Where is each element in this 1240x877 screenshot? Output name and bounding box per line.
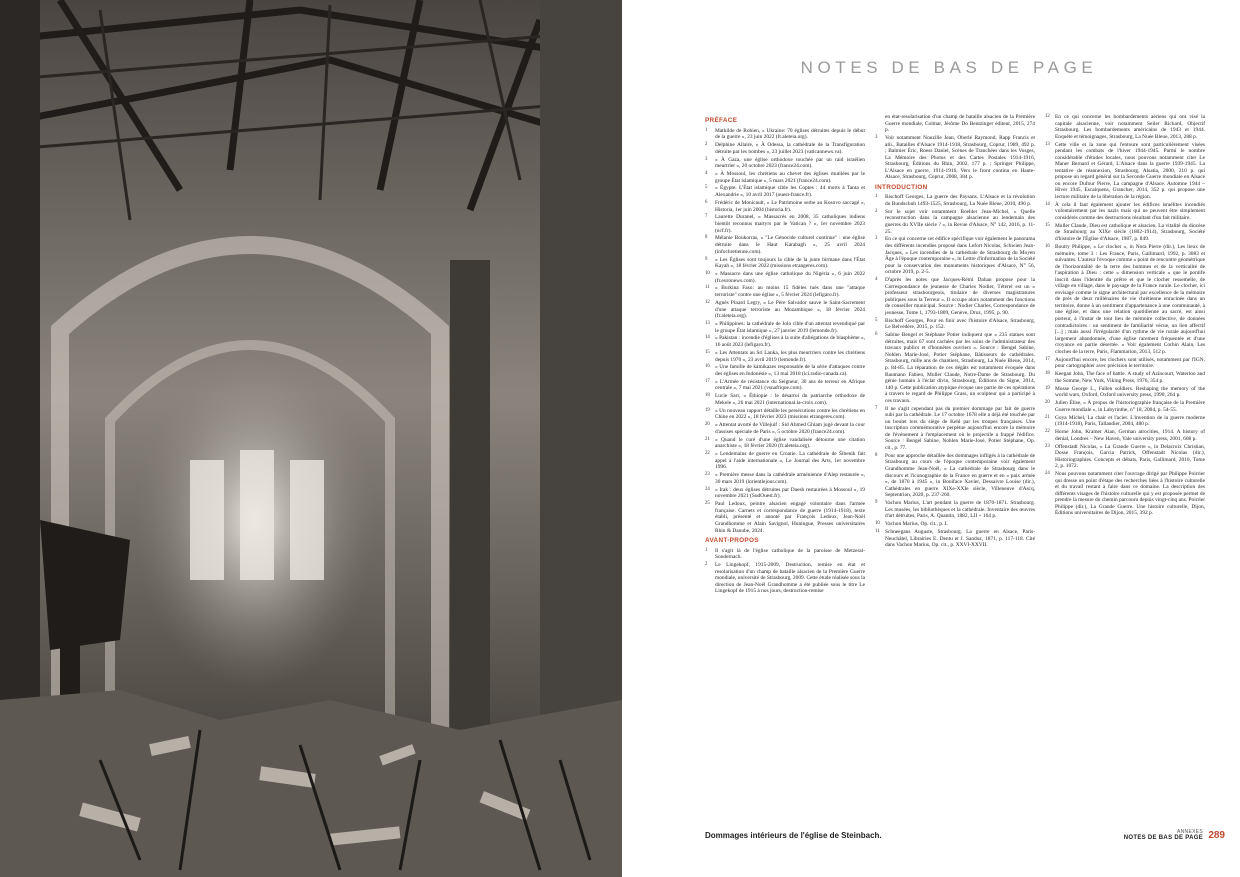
note-text: « Les Attentats au Sri Lanka, les plus meurtriers contre les chrétiens depuis 1970 », 23 avril 2019 (lemonde.fr). [715,349,865,363]
footnote-item [1045,142,1205,201]
note-text: « Philippines: la cathédrale de Jolo cible d'un attentat revendiqué par le groupe État islamique », 27 janvier 2019 (lemonde.fr). [715,321,865,334]
footnote-item [705,364,865,377]
note-number: 1 [705,547,708,553]
note-number: 6 [705,199,708,205]
note-number: 19 [705,407,710,413]
note-text: « Les Églises sont toujours la cible de la junte birmane dans l'État Kayah », 18 février 2022 (missions etrangeres.com). [715,256,865,270]
footnote-item [705,214,865,234]
note-number: 17 [705,378,710,384]
footnote-item [1045,386,1205,399]
footnote-item [1045,202,1205,222]
footnote-item [705,548,865,561]
footnote-item [705,562,865,595]
note-number: 15 [705,349,710,355]
note-text: Delphine Allaire, « À Odessa, la cathédrale de la Transfiguration détruite par les bombes », 23 juillet 2023 (vaticannews.va). [715,142,865,155]
note-number: 4 [705,171,708,176]
footnote-item [1045,223,1205,243]
footnote-item [1045,244,1205,355]
note-number: 15 [1045,222,1050,228]
note-text: Vachon Marius, Op. cit., p. I. [885,521,948,528]
note-number: 23 [1045,443,1050,449]
note-number: 8 [875,452,878,458]
note-text: Laurette Duranel, « Massacrés en 2008, 35 catholiques indiens bientôt reconnus martyrs par le Vatican ? », 1er novembre 2023 (ncf.fr). [715,214,865,234]
footnote-item [875,521,1035,528]
note-number: 14 [1045,201,1050,207]
note-number: 7 [705,214,708,220]
footnote-item [705,235,865,255]
avant-propos-notes-list-cont [875,135,1035,181]
note-text: « L'Armée de résistance du Seigneur, 30 ans de terreur en Afrique centrale », 7 mai 2021 (vsnafrique.com). [715,378,865,392]
note-number: 8 [705,235,708,241]
notes-column-1 [705,114,865,596]
footnote-item [705,128,865,141]
note-text: Mathilde de Robien, « Ukraine: 70 églises détruites depuis le début de la guerre », 23 juin 2022 (fr.aleteia.org). [715,127,865,141]
note-number: 1 [705,127,708,133]
note-text: En ce qui concerne cet édifice spécifique voir également le panorama des différents incendies proposé dans Lefort Nicolas, Schwien Jean-Jacques, « Les incendies de la cathédrale de Strasbourg du Moyen Âge à l'époque contemporaine », in Lettre d'information de la Société pour la conservation des monuments historiques d'Alsace, N° 56, octobre 2019, p. 2-5. [885,236,1035,276]
section-heading-introduction: INTRODUCTION [875,183,928,191]
note-number: 13 [1045,141,1050,147]
folio-part-label: ANNEXES [1177,829,1203,835]
note-number: 10 [875,521,880,527]
note-text: « Lendemains de guerre en Croatie. La cathédrale de Šibenik fait appel à l'aide internationale », Le Journal des Arts, 1er novembre 1996. [715,451,865,471]
note-text: Le Lingekopf, 1915-2009, Destruction, remise en état et resolarisation d'un champ de bataille alsacien de la Première Guerre mondiale, université de Strasbourg, 2009. Cette étude réalisée sous la direction de Jean-Noël Grandhomme a été publiée sous le titre Le Lingekopf de 1915 à nos jours, destruction-remise [715,562,865,595]
note-text: Offenstadt Nicolas, « La Grande Guerre », in Delacroix Christian, Dosse François, Garcia Patrick, Offenstadt Nicolas (dir.), Historiographies. Concepts et débats, Paris, Gallimard, 2010, Tome 2, p. 1072. [1055,443,1205,470]
section-heading-preface: PRÉFACE [705,117,738,124]
avant-propos-notes-list [705,548,865,595]
note-text: « À Mossoul, les chrétiens au chevet des églises mutilées par le groupe État islamique », 5 mars 2021 (france24.com). [715,171,865,184]
footnote-item [705,300,865,320]
introduction-notes-list [875,194,1035,548]
note-number: 20 [1045,400,1050,406]
footnote-item [875,453,1035,499]
notes-column-3 [1045,114,1205,518]
note-number: 9 [705,256,708,262]
footnote-item [705,285,865,298]
note-number: 7 [875,405,878,411]
photo-caption: Dommages intérieurs de l'église de Steinbach. [705,831,882,840]
note-text: En ce qui concerne les bombardements aériens qui ont visé la capitale alsacienne, voir notamment Seiler Richard, Objectif Strasbourg. Les bombardements américains de 1943 et 1944. Enquête et témoignages, Strasbourg, La Nuée Bleue, 2013, 288 p. [1055,114,1205,140]
footnote-item [1045,357,1205,370]
footnote-item [705,350,865,363]
section-heading-avant-propos: AVANT-PROPOS [705,537,759,545]
note-number: 4 [875,277,878,283]
footnote-item [705,408,865,421]
footnote-item [875,236,1035,275]
footnote-item [705,257,865,270]
note-text: Sur le sujet voir notamment Boehler Jean-Michel, « Quelle reconstruction dans la campagne alsacienne au lendemain des guerres du XVIIe siècle ? », in Revue d'Alsace, N° 142, 2016, p. 11-25. [885,208,1035,235]
note-number: 25 [705,501,710,507]
note-text: « Égypte. L'État islamique cible les Coptes : 44 morts à Tanta et Alexandrie », 10 avril 2017 (ouest-france.fr). [715,185,865,199]
footnote-item [705,335,865,348]
note-text: Mélanie Boukorras, « "Le Génocide culturel continue" : une église détruite dans le Haut Karabagh », 25 avril 2024 (infochretienne.com). [715,235,865,255]
note-number: 24 [705,486,710,492]
note-number: 12 [705,299,710,305]
footnote-item [1045,415,1205,428]
footnote-item [1045,471,1205,517]
footnote-item [875,500,1035,520]
footnote-item [875,406,1035,452]
note-text: Sabine Bengel et Stéphane Potier indiquent que « 235 statues sont détruites, mais 67 sont cachées par les soins de l'administrateur des travaux publics et d'honnêtes ouvriers ». Source : Bengel Sabine, Nohlen Marie-José, Potier Stéphane, Bâtisseurs de cathédrales. Strasbourg, mille ans de chantiers, Strasbourg, La Nuée Bleue, 2014, p. 84-85. La réparation de ces dégâts est notamment évoquée dans Baumann Fabien, Muller Claude, Notre-Dame de Strasbourg. Du génie humain à l'éclat divin, Strasbourg, Éditions du Signe, 2014, 140 p. Cette publication atypique évoque une partie de ces opérations à travers le regard de Philippe Grass, un sculpteur qui a participé à ces travaux. [885,332,1035,404]
note-text: en état-resolarisation d'un champ de bataille alsacien de la Première Guerre mondiale, Colmar, Jérôme Do Bentzinger éditeur, 2015, 274 p. [885,114,1035,134]
note-number: 14 [705,335,710,341]
note-text: Schneegans Auguste, Strasbourg. La guerre en Alsace, Paris-Neuchâtel, Librairies E. Dentu et J. Sandoz, 1871, p. 117-118. Cité dans Vachon Marius, Op. cit., p. XXVI-XXVII. [885,529,1035,549]
footnote-item [705,157,865,170]
note-text: « Attentat avorté de Villejuif : Sid Ahmed Ghlam jugé devant la cour d'assises spéciale de Paris », 5 octobre 2020 (france24.com). [715,422,865,435]
page-title: NOTES DE BAS DE PAGE [800,58,1098,77]
note-text: Lucie Sarr, « Éthiopie : le désarroi du patriarche orthodoxe de Mekele », 26 mai 2021 (international.la-croix.com). [715,393,865,406]
footnote-item [705,185,865,198]
note-text: Goya Michel, La chair et l'acier. L'invention de la guerre moderne (1914-1918), Paris, Tallandier, 2004, 480 p. [1055,414,1205,428]
note-number: 17 [1045,356,1050,362]
footnote-item [875,277,1035,316]
note-text: Bischoff Georges, La guerre des Paysans. L'Alsace et la révolution du Bundschuh 1493-1525, Strasbourg, La Nuée Bleue, 2010, 496 p. [885,194,1035,207]
footnote-item [705,422,865,435]
footnote-item [1045,444,1205,470]
introduction-notes-list-cont [1045,114,1205,517]
note-number: 11 [875,529,880,535]
note-number: 19 [1045,385,1050,391]
note-number: 22 [1045,429,1050,435]
footnote-item [875,529,1035,549]
footnote-item [705,271,865,284]
note-number: 3 [705,156,708,162]
note-number: 21 [705,436,710,442]
footnote-item [1045,429,1205,442]
footnote-item [1045,371,1205,384]
footnote-item [705,487,865,500]
note-text: Vachon Marius, L'art pendant la guerre de 1870-1871. Strasbourg. Les musées, les bibliothèques et la cathédrale. Inventaire des œuvres d'art détruites, Paris, A. Quantin, 1882, LII + 164 p. [885,500,1035,520]
note-text: « Une famille de kamikazes responsable de la série d'attaques contre des églises en Indonésie », 13 mai 2018 (ici.radio-canada.ca). [715,364,865,377]
note-text: Paul Ledoux, peintre alsacien engagé volontaire dans l'armée française. Carnets et correspondance de guerre (1914-1918), texte établi, présenté et annoté par François Ledoux, Jean-Noël Grandhomme et Alain Savignol, Huningue, Presses universitaires Rhin & Danube, 2024. [715,501,865,534]
footnote-item [705,451,865,471]
note-number: 3 [875,236,878,242]
note-number: 18 [1045,371,1050,377]
continued-note [875,114,1035,134]
footnote-item [875,135,1035,181]
note-number [875,114,885,134]
note-number: 1 [875,194,878,200]
note-number: 24 [1045,471,1050,477]
footnote-item [705,472,865,485]
notes-column-2 [875,114,1035,550]
footnote-item [705,501,865,534]
footnote-item [705,379,865,392]
note-number: 21 [1045,414,1050,420]
footnote-item [875,318,1035,331]
note-text: « Un nouveau rapport détaille les persécutions contre les chrétiens en Chine en 2022 », 18 février 2023 (missions etrangeres.com). [715,407,865,421]
note-text: Julien Élise, « À propos de l'historiographie française de la Première Guerre mondiale », in Labyrinthe, n° 18, 2004, p. 54-55. [1055,400,1205,413]
footnote-item [1045,114,1205,140]
note-text: Nous pouvons notamment citer l'ouvrage dirigé par Philippe Poirrier qui dresse un point d'étape des recherches liées à l'histoire culturelle et du travail restant à faire dans ce domaine. La description des différents visages de l'histoire culturelle qui y est proposée permet de prendre la mesure du chemin parcouru depuis vingt-cinq ans. Poirrier Philippe (dir.), La Grande Guerre. Une histoire culturelle, Dijon, Éditions universitaires de Dijon, 2015, 392 p. [1055,471,1205,517]
footnote-item [705,171,865,184]
note-number: 23 [705,472,710,478]
preface-notes-list [705,128,865,535]
note-text: Pour une approche détaillée des dommages infligés à la cathédrale de Strasbourg au cours de l'époque contemporaine voir également Grandhomme Jean-Noël, « La cathédrale de Strasbourg dans le discours et l'iconographie de la France en guerre et en « paix armée », de 1870 à 1945 », in Boniface Xavier, Dessaivre Louise (dir.), Cathédrales en guerre XIXe-XXIe siècle, Villeneuve d'Ascq, Septentrion, 2020, p. 237-260. [885,452,1035,499]
note-text: « Burkina Faso: au moins 15 fidèles tués dans une "attaque terroriste" contre une église », 5 février 2024 (lefigaro.fr). [715,285,865,299]
note-number: 18 [705,393,710,399]
page-number: 289 [1208,830,1225,841]
note-text: À cela il faut également ajouter les édifices israélites incendiés volontairement par les nazis mais qui ne peuvent être simplement considérés comme des destructions résultant d'un fait militaire. [1055,201,1205,221]
note-text: Muller Claude, Dieu est catholique et alsacien. La vitalité du diocèse de Strasbourg au XIXe siècle (1802-1914), Strasbourg, Société d'histoire de l'Église d'Alsace, 1987, p. 849. [1055,222,1205,243]
note-text: Aujourd'hui encore, les clochers sont utilisés, notamment par l'IGN, pour cartographier avec précision le territoire. [1055,356,1205,370]
note-number: 9 [875,500,878,506]
note-text: Frédéric de Monicault, « Le Patrimoine serbe au Kosovo saccagé », Historia, 1er juin 2004 (historia.fr). [715,199,865,213]
note-text: D'après les notes que Jacques-Rémi Dahan propose pour la Correspondance de jeunesse de Charles Nodier, Téterel est un « professeur strasbourgeois, titulaire de diverses magistratures publiques sous la Terreur ». Il occupe alors notamment des fonctions de conseiller municipal. Source : Nodier Charles, Correspondance de jeunesse, Tome 1, 1793-1809, Genève, Droz, 1995, p. 90. [885,277,1035,316]
note-number: 5 [875,317,878,323]
note-text: « À Gaza, une église orthodoxe touchée par un raid israélien meurtrier », 20 octobre 2023 (france24.com). [715,156,865,170]
note-number: 2 [705,562,708,568]
footnote-item [705,321,865,334]
note-text: « Massacre dans une église catholique du Nigéria », 6 juin 2022 (fr.euronews.com). [715,271,865,284]
note-text: Bischoff Georges, Pour en finir avec l'histoire d'Alsace, Strasbourg, Le Belvédère, 2015, p. 152. [885,317,1035,331]
note-number: 3 [875,135,878,141]
note-number: 5 [705,185,708,191]
note-number: 20 [705,422,710,428]
note-text: Mosse George L., Fallen soldiers. Reshaping the memory of the world wars, Oxford, Oxford university press, 1990, 264 p. [1055,385,1205,399]
page-folio [1123,829,1225,841]
footnote-item [705,142,865,155]
note-text: Keegan John, The face of battle. A study of Azincourt, Waterloo and the Somme, New York, Viking Press, 1976, 354 p. [1055,371,1205,384]
note-text: Agnès Pinard Legry, « Le Père Salvador sauve le Saint-Sacrement d'une attaque terroriste au Mozambique », 18 février 2024 (fr.aleteia.org). [715,299,865,320]
footnote-item [705,437,865,450]
note-number: 11 [705,285,710,291]
note-number: 16 [1045,243,1050,249]
note-number: 16 [705,364,710,370]
footnote-item [875,209,1035,235]
note-number: 2 [705,142,708,148]
note-number: 10 [705,271,710,276]
note-text: « Première messe dans la cathédrale arménienne d'Alep restaurée », 30 mars 2019 (lorientlejour.com). [715,472,865,485]
footnote-item [875,332,1035,404]
note-text: « Pakistan : incendie d'églises à la suite d'allégations de blasphème », 16 août 2023 (lefigaro.fr). [715,335,865,349]
note-number: 6 [875,332,878,338]
note-number: 2 [875,208,878,214]
note-number: 22 [705,451,710,457]
note-text: Cette ville et la zone qui l'entoure sont particulièrement visées pendant les combats de l'hiver 1944-1945. Parmi le nombre considérable d'études locales, nous pouvons notamment citer Le Maner Bernard et Gérard, L'Alsace dans la guerre 1939-1945. La tentative de réannexion, Strasbourg, Alsatia, 2000, 210 p. qui propose un regard général sur la Seconde Guerre mondiale en Alsace ou encore Dufour Pierre, La campagne d'Alsace. Automne 1944 – Hiver 1945, Escalquens, Grancher, 2014, 352 p. qui propose une lecture militaire de la libération de la région. [1055,141,1205,200]
note-text: Horne John, Kramer Alan, German atrocities, 1914. A history of denial, Londres – New Haven, Yale university press, 2001, 608 p. [1055,429,1205,442]
note-text: « Irak : deux églises détruites par Daesh restaurées à Mossoul », 19 novembre 2021 (SudOuest.fr). [715,486,865,500]
footnote-item [705,200,865,213]
footnote-item [1045,400,1205,413]
note-text: Boutry Philippe, « Le clocher », in Nora Pierre (dir.), Les lieux de mémoire, tome 3 : Les France, Paris, Gallimard, 1992, p. 3083 et suivantes. L'auteur l'évoque comme « point de rencontre géométrique de l'horizontalité de la terre des hommes et de la verticalité de l'aspiration à Dieu : cette « dimension verticale » que le pontife inscrit dans l'identité du prêtre et que le clocher ressemelle, de village en village, dans le paysage de la France rurale. Le clocher, ici envisagé comme le signe architectural par excellence de la mémoire de près de deux millénaires de vie chrétienne enracinée dans un territoire, donne à un sentiment d'appartenance à une communauté, à une église, et dans une relation quotidienne au sacré, est ainsi porteur, à l'instar de tout lieu de mémoire collective, de données contradictoires : un sentiment de familiarité vécue, un lien affectif [...] ; mais aussi l'irrégularité d'un rythme de vie rurale aujourd'hui largement abandonnée, d'une église rarement fréquentée et d'une croyance en partie désertée. » Voir également Corbin Alain, Les cloches de la terre, Paris, Flammarion, 2013, 512 p. [1055,243,1205,355]
note-text: Il s'agit là de l'église catholique de la paroisse de Metzeral-Sondernach. [715,547,865,561]
note-text: Il ne s'agit cependant pas du premier dommage par fait de guerre subi par la cathédrale. Le 17 octobre 1678 elle a déjà été touchée par un boulet lors du siège de Kehl par les troupes françaises. Une inscription commémorative perpétue aujourd'hui encore la mémoire de l'événement à l'emplacement où le projectile a frappé l'édifice. Source : Bengel Sabine, Nohlen Marie-José, Potier Stéphane, Op. cit., p. 77. [885,405,1035,451]
note-number: 13 [705,321,710,326]
note-text: Voir notamment Nouzille Jean, Oberlé Raymond, Rapp Francis et alii., Batailles d'Alsace 1914-1918, Strasbourg, Coprur, 1989, 492 p. ; Balmier Éric, Roess Daniel, Scènes de Tranchées dans les Vosges, La Mémoire des Photos et des Cartes Postales 1914-1916, Strasbourg, Éditions du Rhin, 2002, 177 p. ; Springer Philippe, L'Alsace en guerre, 1914-1916. Vers le front continu en Haute-Alsace, Strasbourg, Coprur, 2008, 384 p. [885,135,1035,181]
note-text: « Quand le curé d'une église vandalisée détourne une citation anarchiste », 18 février 2020 (fr.aleteia.org). [715,436,865,450]
folio-section-label: NOTES DE BAS DE PAGE [1123,835,1203,841]
footnote-item [705,393,865,406]
note-number: 12 [1045,114,1050,119]
footnote-item [875,194,1035,207]
